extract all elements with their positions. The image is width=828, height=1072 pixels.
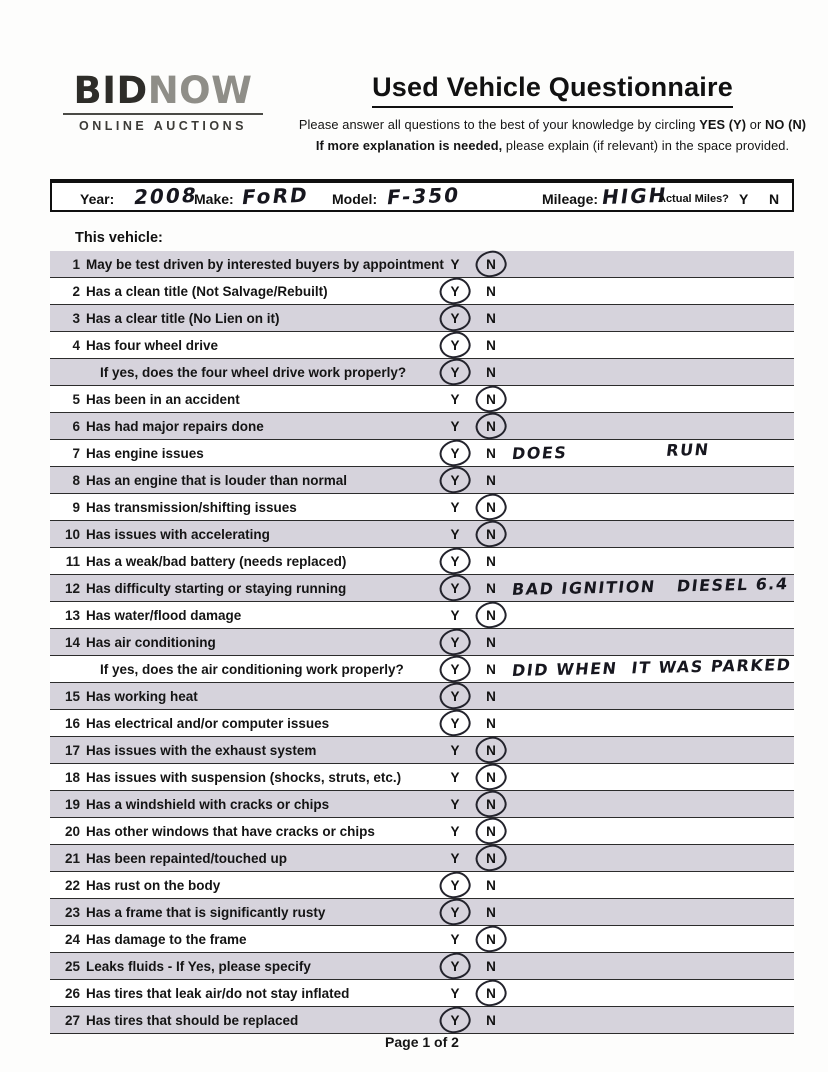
answer-option-yes: Y (442, 554, 468, 569)
question-row (50, 440, 794, 467)
question-label: Leaks fluids - If Yes, please specify (86, 959, 311, 974)
question-row (50, 548, 794, 575)
logo-divider (63, 113, 263, 115)
question-row (50, 629, 794, 656)
question-row (50, 386, 794, 413)
question-row (50, 251, 794, 278)
question-number: 8 (72, 473, 80, 488)
question-row (50, 953, 794, 980)
answer-option-no: N (486, 284, 496, 299)
bidnow-logo (57, 69, 269, 133)
question-number: 3 (72, 311, 80, 326)
logo-wordmark (57, 69, 269, 112)
question-row (50, 521, 794, 548)
question-number: 16 (64, 716, 80, 731)
question-label: Has a windshield with cracks or chips (86, 797, 330, 812)
header (285, 72, 820, 153)
question-label: Has working heat (86, 689, 198, 704)
question-label: Has issues with the exhaust system (86, 743, 317, 758)
instruction-no-label: NO (N) (765, 117, 807, 132)
question-number: 18 (64, 770, 80, 785)
question-label: Has damage to the frame (86, 932, 247, 947)
answer-option-no: N (486, 716, 496, 731)
question-number: 10 (64, 527, 80, 542)
question-row (50, 845, 794, 872)
page-title: Used Vehicle Questionnaire (372, 72, 733, 108)
question-label: Has other windows that have cracks or chips (86, 824, 375, 839)
question-number: 1 (72, 257, 80, 272)
actual-miles-label: Actual Miles? (658, 193, 729, 205)
answer-option-no: N (486, 662, 496, 677)
question-label: If yes, does the four wheel drive work properly? (100, 365, 407, 380)
answer-option-yes: Y (442, 311, 468, 326)
answer-option-yes: Y (442, 473, 468, 488)
question-label: Has been repainted/touched up (86, 851, 288, 866)
question-number: 2 (72, 284, 80, 299)
question-number: 6 (72, 419, 80, 434)
answer-option-yes: Y (450, 797, 460, 812)
answer-option-no: N (478, 797, 504, 812)
question-label: Has tires that leak air/do not stay inflated (86, 986, 350, 1001)
question-row (50, 980, 794, 1007)
question-row (50, 332, 794, 359)
question-label: Has a frame that is significantly rusty (86, 905, 326, 920)
answer-option-no: N (486, 959, 496, 974)
question-number: 27 (64, 1013, 80, 1028)
questions-table (50, 251, 794, 1034)
instruction-text: please explain (if relevant) in the space provided. (502, 138, 790, 153)
answer-option-no: N (486, 1013, 496, 1028)
make-label: Make: (194, 191, 234, 207)
logo-tagline: ONLINE AUCTIONS (78, 119, 247, 133)
question-row (50, 764, 794, 791)
question-number: 23 (64, 905, 80, 920)
logo-now-text: NOW (147, 69, 253, 112)
instruction-yes-label: YES (Y) (699, 117, 747, 132)
actual-miles-yes: Y (739, 191, 749, 207)
answer-option-no: N (486, 635, 496, 650)
answer-option-yes: Y (442, 365, 468, 380)
answer-option-no: N (486, 338, 496, 353)
question-row (50, 710, 794, 737)
answer-option-yes: Y (442, 338, 468, 353)
year-value-handwritten: 2008 (132, 182, 200, 210)
model-value-handwritten: F-350 (385, 182, 462, 210)
question-label: Has had major repairs done (86, 419, 264, 434)
question-row (50, 359, 794, 386)
answer-option-yes: Y (450, 986, 460, 1001)
question-label: Has issues with accelerating (86, 527, 270, 542)
answer-option-yes: Y (442, 635, 468, 650)
question-row (50, 872, 794, 899)
question-number: 4 (72, 338, 80, 353)
question-number: 11 (65, 554, 80, 569)
answer-option-no: N (486, 446, 496, 461)
answer-option-no: N (478, 770, 504, 785)
model-label: Model: (332, 191, 378, 207)
question-label: Has a clean title (Not Salvage/Rebuilt) (86, 284, 328, 299)
question-number: 7 (72, 446, 80, 461)
question-number: 15 (64, 689, 80, 704)
question-label: Has a weak/bad battery (needs replaced) (86, 554, 347, 569)
year-label: Year: (80, 191, 115, 207)
question-label: Has electrical and/or computer issues (86, 716, 330, 731)
question-label: Has an engine that is louder than normal (86, 473, 348, 488)
section-heading: This vehicle: (75, 230, 163, 246)
answer-option-no: N (486, 365, 496, 380)
answer-option-yes: Y (450, 824, 460, 839)
make-value-handwritten: FoRD (240, 182, 311, 210)
answer-option-yes: Y (442, 959, 468, 974)
question-label: Has transmission/shifting issues (86, 500, 297, 515)
question-row (50, 899, 794, 926)
question-number: 12 (64, 581, 80, 596)
instruction-text: or (746, 117, 766, 132)
answer-option-no: N (478, 500, 504, 515)
answer-option-no: N (486, 878, 496, 893)
answer-option-yes: Y (442, 581, 468, 596)
answer-option-yes: Y (450, 392, 460, 407)
answer-option-yes: Y (450, 500, 460, 515)
answer-option-no: N (478, 419, 504, 434)
handwritten-note: BAD IGNITION DIESEL 6.4 (510, 574, 790, 599)
question-row (50, 602, 794, 629)
question-label: Has a clear title (No Lien on it) (86, 311, 280, 326)
question-number: 21 (64, 851, 80, 866)
question-number: 26 (64, 986, 80, 1001)
answer-option-no: N (478, 392, 504, 407)
answer-option-yes: Y (450, 257, 460, 272)
answer-option-no: N (478, 851, 504, 866)
answer-option-no: N (486, 689, 496, 704)
handwritten-note: DID WHEN IT WAS PARKED (510, 655, 793, 680)
question-row (50, 791, 794, 818)
question-row (50, 656, 794, 683)
question-label: Has four wheel drive (86, 338, 219, 353)
answer-option-no: N (478, 608, 504, 623)
answer-option-yes: Y (450, 743, 460, 758)
question-row (50, 278, 794, 305)
answer-option-no: N (486, 554, 496, 569)
question-label: Has engine issues (86, 446, 204, 461)
question-number: 22 (64, 878, 80, 893)
question-number: 14 (64, 635, 80, 650)
answer-option-no: N (478, 986, 504, 1001)
mileage-value-handwritten: HIGH (600, 182, 670, 210)
logo-bid-text: BID (73, 69, 148, 112)
answer-option-yes: Y (442, 905, 468, 920)
question-label: Has air conditioning (86, 635, 216, 650)
instruction-text: Please answer all questions to the best of your knowledge by circling (298, 117, 700, 132)
actual-miles-no: N (769, 191, 780, 207)
question-label: Has been in an accident (86, 392, 240, 407)
question-number: 5 (72, 392, 80, 407)
vehicle-info-box (50, 179, 794, 212)
question-row (50, 494, 794, 521)
question-number: 17 (64, 743, 80, 758)
question-row (50, 926, 794, 953)
question-label: Has tires that should be replaced (86, 1013, 299, 1028)
question-row (50, 413, 794, 440)
answer-option-yes: Y (450, 527, 460, 542)
question-number: 13 (64, 608, 80, 623)
answer-option-yes: Y (450, 608, 460, 623)
answer-option-no: N (478, 824, 504, 839)
answer-option-no: N (486, 581, 496, 596)
answer-option-yes: Y (450, 932, 460, 947)
answer-option-no: N (478, 257, 504, 272)
question-label: May be test driven by interested buyers by appointment (86, 257, 444, 272)
question-number: 24 (64, 932, 80, 947)
answer-option-yes: Y (442, 689, 468, 704)
answer-option-yes: Y (442, 662, 468, 677)
question-row (50, 737, 794, 764)
question-number: 25 (64, 959, 80, 974)
answer-option-no: N (478, 743, 504, 758)
instruction-line-1 (285, 117, 820, 132)
handwritten-note: DOES RUN (510, 439, 711, 464)
answer-option-yes: Y (450, 851, 460, 866)
instruction-bold-text: If more explanation is needed, (315, 138, 503, 153)
answer-option-yes: Y (450, 770, 460, 785)
question-row (50, 575, 794, 602)
answer-option-no: N (478, 527, 504, 542)
question-number: 19 (64, 797, 80, 812)
instruction-line-2 (285, 138, 820, 153)
answer-option-yes: Y (442, 284, 468, 299)
question-row (50, 467, 794, 494)
question-label: Has issues with suspension (shocks, struts, etc.) (86, 770, 402, 785)
answer-option-yes: Y (442, 1013, 468, 1028)
question-number: 9 (72, 500, 80, 515)
answer-option-yes: Y (450, 419, 460, 434)
answer-option-yes: Y (442, 716, 468, 731)
question-row (50, 1007, 794, 1034)
answer-option-no: N (478, 932, 504, 947)
question-row (50, 818, 794, 845)
answer-option-no: N (486, 473, 496, 488)
answer-option-no: N (486, 905, 496, 920)
mileage-label: Mileage: (542, 191, 599, 207)
answer-option-yes: Y (442, 446, 468, 461)
question-row (50, 683, 794, 710)
answer-option-yes: Y (442, 878, 468, 893)
page-number: Page 1 of 2 (385, 1034, 459, 1050)
question-label: Has rust on the body (86, 878, 221, 893)
question-row (50, 305, 794, 332)
question-label: Has difficulty starting or staying running (86, 581, 347, 596)
question-label: Has water/flood damage (86, 608, 242, 623)
answer-option-no: N (486, 311, 496, 326)
question-number: 20 (64, 824, 80, 839)
question-label: If yes, does the air conditioning work properly? (100, 662, 404, 677)
